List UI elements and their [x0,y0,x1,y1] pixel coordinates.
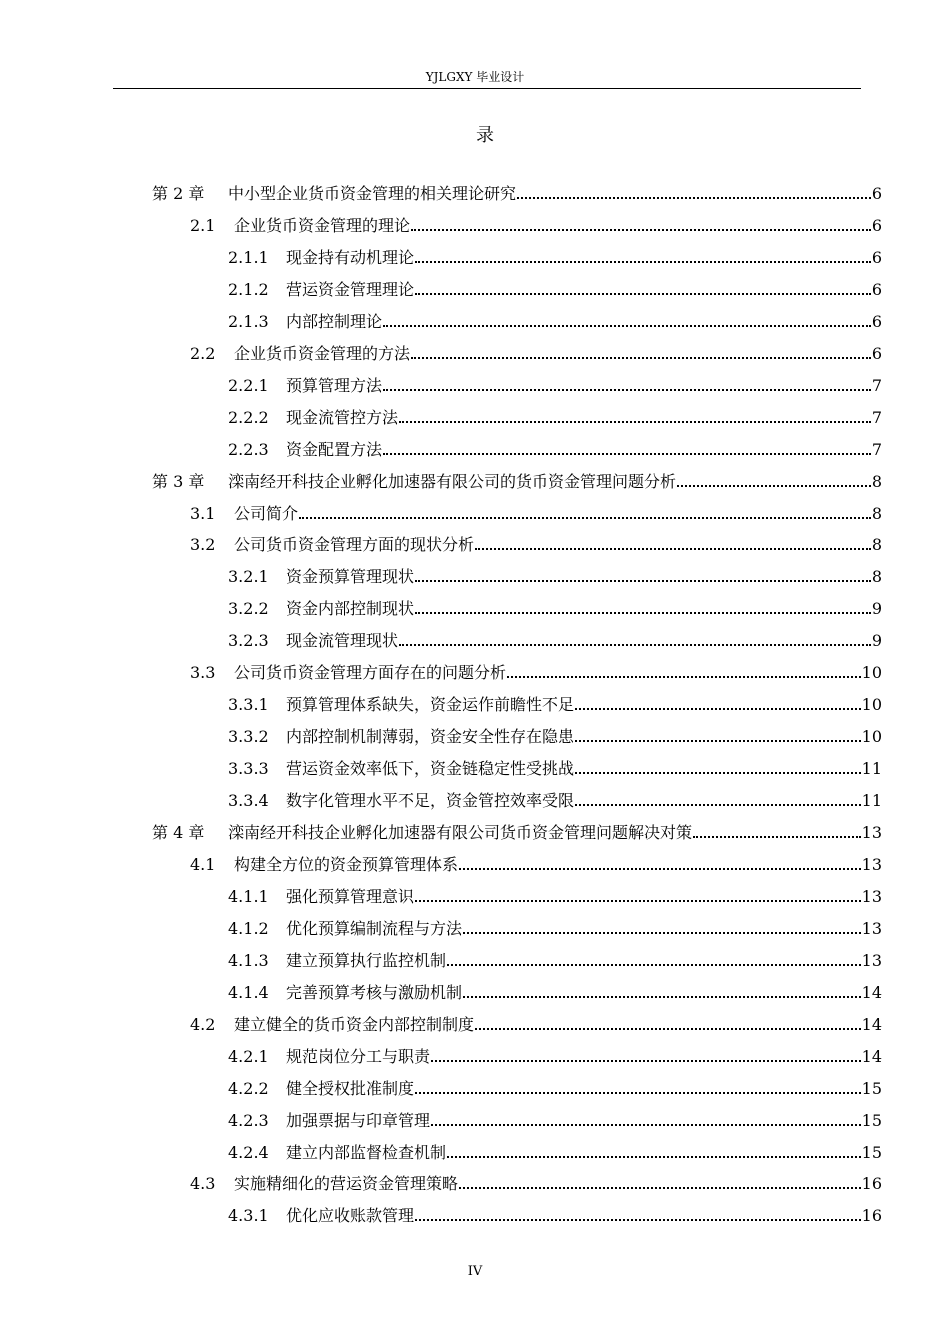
toc-entry-title: 规范岗位分工与职责 [286,1046,431,1066]
toc-entry-page: 13 [861,823,882,842]
toc-entry-page: 14 [861,1046,882,1066]
toc-entry-title: 企业货币资金管理的方法 [234,343,411,363]
toc-dot-leader [415,900,861,902]
toc-entry-number: 2.2 [190,343,216,363]
toc-entry-title: 现金流管控方法 [286,407,399,427]
toc-entry-number: 2.2.2 [228,407,269,427]
toc-entry-page: 6 [871,343,882,363]
toc-entry-number: 4.1.1 [228,886,269,906]
toc-dot-leader [415,580,871,582]
toc-entry-number: 2.1.3 [228,311,269,331]
toc-entry-number: 4.2.4 [228,1142,269,1162]
toc-entry-number: 3.2.2 [228,599,269,619]
toc-dot-leader [517,197,871,199]
toc-entry[interactable] [190,1170,882,1194]
toc-entry[interactable] [228,372,882,396]
toc-entry-page: 9 [871,631,882,651]
toc-entry-number: 3.2 [190,535,216,555]
toc-entry-page: 13 [861,918,882,938]
toc-entry-page: 6 [871,184,882,203]
toc-dot-leader [431,1060,861,1062]
toc-entry-page: 10 [861,663,882,683]
toc-entry-page: 8 [871,471,882,491]
toc-dot-leader [431,1124,861,1126]
toc-entry-page: 8 [871,567,882,587]
toc-entry[interactable] [190,340,882,364]
page-number: IV [467,1264,483,1279]
toc-entry-title: 滦南经开科技企业孵化加速器有限公司的货币资金管理问题分析 [228,471,677,491]
toc-entry-title: 构建全方位的资金预算管理体系 [234,854,459,874]
toc-entry-title: 公司货币资金管理方面的现状分析 [234,535,475,555]
toc-entry-title: 内部控制理论 [286,311,383,331]
toc-entry-number: 4.3.1 [228,1206,269,1226]
toc-entry[interactable] [228,1107,882,1131]
toc-entry-title: 公司货币资金管理方面存在的问题分析 [234,663,507,683]
toc-dot-leader [693,836,861,838]
header-divider [113,88,861,89]
toc-dot-leader [399,421,871,423]
toc-dot-leader [383,453,871,455]
toc-entry-number: 第 4 章 [152,823,205,842]
toc-entry[interactable] [228,947,882,971]
toc-entry-title: 建立健全的货币资金内部控制制度 [234,1014,475,1034]
toc-entry-page: 16 [861,1174,882,1194]
toc-dot-leader [575,772,861,774]
toc-dot-leader [507,676,861,678]
toc-entry-number: 3.2.3 [228,631,269,651]
toc-entry-number: 2.1.1 [228,247,269,267]
toc-entry[interactable] [190,659,882,683]
toc-entry[interactable] [228,915,882,939]
toc-entry[interactable] [228,627,882,651]
toc-entry-page: 14 [861,1014,882,1034]
toc-dot-leader [415,1092,861,1094]
toc-entry-number: 4.1 [190,854,216,874]
toc-entry-page: 13 [861,886,882,906]
toc-entry-page: 11 [861,759,882,779]
toc-entry-number: 2.2.1 [228,375,269,395]
toc-entry-title: 健全授权批准制度 [286,1078,415,1098]
toc-entry-title: 预算管理方法 [286,375,383,395]
toc-entry[interactable] [152,180,882,204]
toc-entry[interactable] [228,308,882,332]
toc-dot-leader [399,644,871,646]
toc-entry-title: 完善预算考核与激励机制 [286,982,463,1002]
toc-entry[interactable] [228,1043,882,1067]
toc-dot-leader [459,868,861,870]
toc-entry[interactable] [228,404,882,428]
toc-entry-page: 13 [861,854,882,874]
toc-entry-title: 资金内部控制现状 [286,599,415,619]
toc-entry[interactable] [228,1075,882,1099]
toc-entry-number: 3.2.1 [228,567,269,587]
toc-entry[interactable] [228,723,882,747]
toc-entry[interactable] [228,787,882,811]
toc-entry-page: 15 [861,1110,882,1130]
toc-entry-number: 3.1 [190,503,216,523]
toc-entry-page: 6 [871,311,882,331]
toc-entry[interactable] [228,595,882,619]
toc-dot-leader [383,325,871,327]
toc-entry[interactable] [152,819,882,843]
toc-entry-page: 6 [871,215,882,235]
toc-entry-number: 4.2.3 [228,1110,269,1130]
toc-entry-page: 10 [861,695,882,715]
toc-entry-number: 4.2.1 [228,1046,269,1066]
toc-entry[interactable] [228,883,882,907]
toc-entry[interactable] [228,276,882,300]
toc-dot-leader [575,804,861,806]
toc-entry-title: 现金流管理现状 [286,631,399,651]
toc-entry-number: 3.3.1 [228,695,269,715]
page-title: 录 [476,125,494,146]
toc-entry-page: 7 [871,439,882,459]
toc-entry-title: 中小型企业货币资金管理的相关理论研究 [228,184,517,203]
toc-entry-page: 9 [871,599,882,619]
toc-entry-number: 第 3 章 [152,471,205,491]
toc-entry[interactable] [228,436,882,460]
toc-dot-leader [415,293,871,295]
toc-entry-title: 强化预算管理意识 [286,886,415,906]
toc-entry-title: 现金持有动机理论 [286,247,415,267]
toc-entry-page: 11 [861,791,882,811]
toc-entry[interactable] [228,691,882,715]
toc-dot-leader [383,389,871,391]
toc-entry-number: 4.3 [190,1174,216,1194]
toc-entry-title: 优化预算编制流程与方法 [286,918,463,938]
toc-entry-title: 加强票据与印章管理 [286,1110,431,1130]
header-text: YJLGXY 毕业设计 [425,70,525,84]
toc-entry-title: 优化应收账款管理 [286,1206,415,1226]
toc-dot-leader [459,1187,861,1189]
toc-entry-number: 4.2.2 [228,1078,269,1098]
toc-entry-number: 3.3 [190,663,216,683]
toc-entry[interactable] [228,244,882,268]
toc-dot-leader [411,357,871,359]
toc-entry-title: 数字化管理水平不足，资金管控效率受限 [286,791,575,811]
toc-entry[interactable] [190,531,882,555]
toc-entry[interactable] [228,563,882,587]
toc-entry[interactable] [190,500,882,524]
toc-entry[interactable] [228,1202,882,1226]
toc-entry[interactable] [190,212,882,236]
toc-entry-number: 2.2.3 [228,439,269,459]
toc-entry-number: 3.3.4 [228,791,269,811]
toc-dot-leader [575,740,861,742]
toc-dot-leader [411,229,871,231]
toc-entry-page: 8 [871,535,882,555]
toc-entry-title: 实施精细化的营运资金管理策略 [234,1174,459,1194]
toc-dot-leader [463,932,861,934]
toc-entry-number: 4.1.3 [228,950,269,970]
toc-entry-page: 13 [861,950,882,970]
toc-entry[interactable] [228,1139,882,1163]
toc-entry-number: 2.1.2 [228,279,269,299]
toc-entry[interactable] [228,979,882,1003]
toc-entry-page: 10 [861,727,882,747]
toc-entry[interactable] [152,468,882,492]
toc-entry-page: 6 [871,247,882,267]
toc-entry-title: 资金配置方法 [286,439,383,459]
toc-dot-leader [475,1028,861,1030]
toc-dot-leader [447,1156,861,1158]
toc-entry-number: 4.1.4 [228,982,269,1002]
toc-entry[interactable] [190,1011,882,1035]
toc-entry-page: 14 [861,982,882,1002]
toc-entry-number: 3.3.3 [228,759,269,779]
toc-entry-number: 第 2 章 [152,184,205,203]
toc-entry-page: 8 [871,503,882,523]
toc-entry-page: 15 [861,1078,882,1098]
toc-entry-title: 建立内部监督检查机制 [286,1142,447,1162]
toc-dot-leader [415,612,871,614]
toc-entry-number: 3.3.2 [228,727,269,747]
toc-entry-title: 建立预算执行监控机制 [286,950,447,970]
toc-dot-leader [463,996,861,998]
toc-entry-page: 7 [871,375,882,395]
toc-dot-leader [447,964,861,966]
toc-entry-title: 营运资金效率低下，资金链稳定性受挑战 [286,759,575,779]
toc-entry[interactable] [228,755,882,779]
toc-dot-leader [575,708,861,710]
toc-entry[interactable] [190,851,882,875]
toc-dot-leader [677,485,871,487]
toc-entry-number: 2.1 [190,215,216,235]
toc-entry-title: 企业货币资金管理的理论 [234,215,411,235]
toc-entry-title: 滦南经开科技企业孵化加速器有限公司货币资金管理问题解决对策 [228,823,693,842]
toc-entry-page: 15 [861,1142,882,1162]
toc-entry-number: 4.1.2 [228,918,269,938]
toc-entry-page: 16 [861,1206,882,1226]
toc-entry-title: 资金预算管理现状 [286,567,415,587]
toc-entry-title: 公司简介 [234,503,299,523]
toc-entry-title: 营运资金管理理论 [286,279,415,299]
toc-dot-leader [475,548,871,550]
toc-dot-leader [415,1219,861,1221]
toc-dot-leader [299,517,871,519]
toc-entry-page: 7 [871,407,882,427]
toc-dot-leader [415,261,871,263]
toc-entry-title: 内部控制机制薄弱，资金安全性存在隐患 [286,727,575,747]
toc-entry-title: 预算管理体系缺失，资金运作前瞻性不足 [286,695,575,715]
toc-entry-page: 6 [871,279,882,299]
toc-entry-number: 4.2 [190,1014,216,1034]
